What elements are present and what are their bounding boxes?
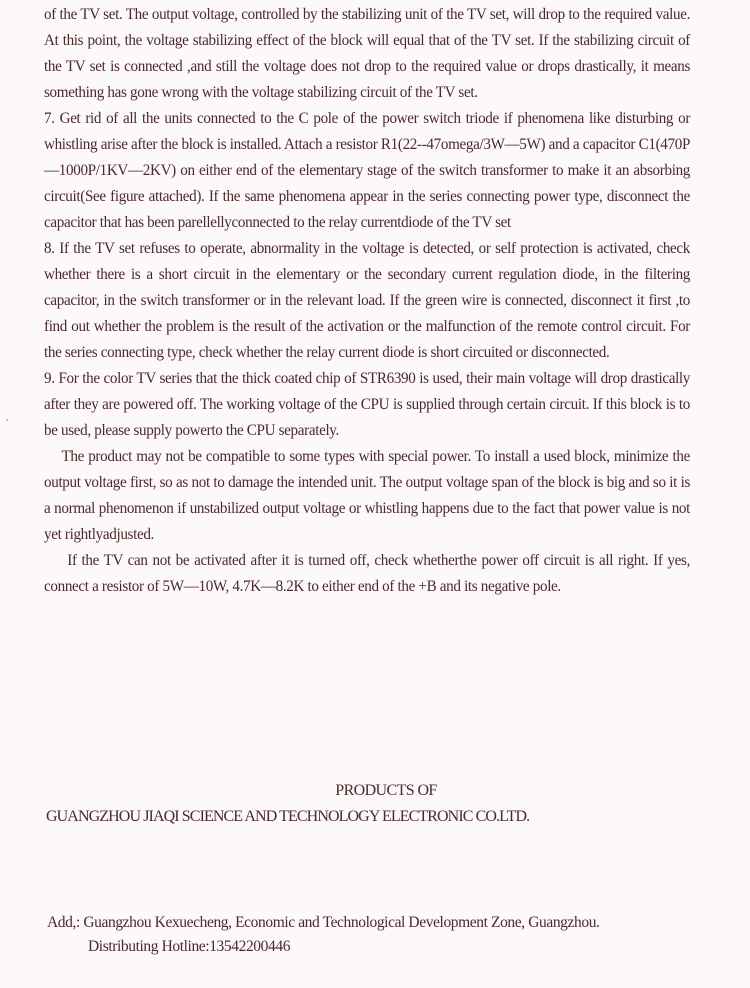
paragraph-stabilizing: of the TV set. The output voltage, controlled by the stabilizing unit of the TV set, will drop to the required value. At this point, the voltage stabilizing effect of the block will equal that of the TV set. If the stabilizing circuit of the TV set is connected ,and still the voltage does not drop to the required value or drops drastically, it means something has gone wrong with the voltage stabilizing circuit of the TV set. <box>44 6 691 101</box>
paragraph-power-off-note: If the TV can not be activated after it is turned off, check whetherthe power off circuit is all right. If yes, connect a resistor of 5W—10W, 4.7K—8.2K to either end of the +B and its negative pole. <box>44 552 691 595</box>
paragraph-step-9: 9. For the color TV series that the thick coated chip of STR6390 is used, their main voltage will drop drastically after they are powered off. The working voltage of the CPU is supplied through certain circuit. If this block is to be used, please supply powerto the CPU separately. <box>44 370 691 439</box>
products-of-label: PRODUCTS OF <box>335 782 437 799</box>
paper-speck <box>6 419 8 421</box>
paragraph-step-8: 8. If the TV set refuses to operate, abnormality in the voltage is detected, or self protection is activated, check whether there is a short circuit in the elementary or the secondary current regulation diode, in the filtering capacitor, in the switch transformer or in the relevant load. If the green wire is connected, disconnect it first ,to find out whether the problem is the result of the activation or the malfunction of the remote control circuit. For the series connecting type, check whether the relay current diode is short circuited or disconnected. <box>44 240 691 361</box>
company-name: GUANGZHOU JIAQI SCIENCE AND TECHNOLOGY ELECTRONIC CO.LTD. <box>46 808 530 825</box>
products-of-heading <box>0 782 750 802</box>
company-address: Add,: Guangzhou Kexuecheng, Economic and Technological Development Zone, Guangzhou. <box>47 914 600 931</box>
distributing-hotline: Distributing Hotline:13542200446 <box>88 938 291 955</box>
paragraph-step-7: 7. Get rid of all the units connected to the C pole of the power switch triode if phenomena like disturbing or whistling arise after the block is installed. Attach a resistor R1(22--47omega/3W—5W) and a capacitor C1(470P—1000P/1KV—2KV) on either end of the elementary stage of the switch transformer to make it an absorbing circuit(See figure attached). If the same phenomena appear in the series connecting power type, disconnect the capacitor that has been parellellyconnected to the relay currentdiode of the TV set <box>44 110 691 231</box>
instructions-body <box>44 2 690 600</box>
paragraph-compatibility-note: The product may not be compatible to some types with special power. To install a used block, minimize the output voltage first, so as not to damage the intended unit. The output voltage span of the block is big and so it is a normal phenomenon if unstabilized output voltage or whistling happens due to the fact that power value is not yet rightlyadjusted. <box>44 448 691 543</box>
